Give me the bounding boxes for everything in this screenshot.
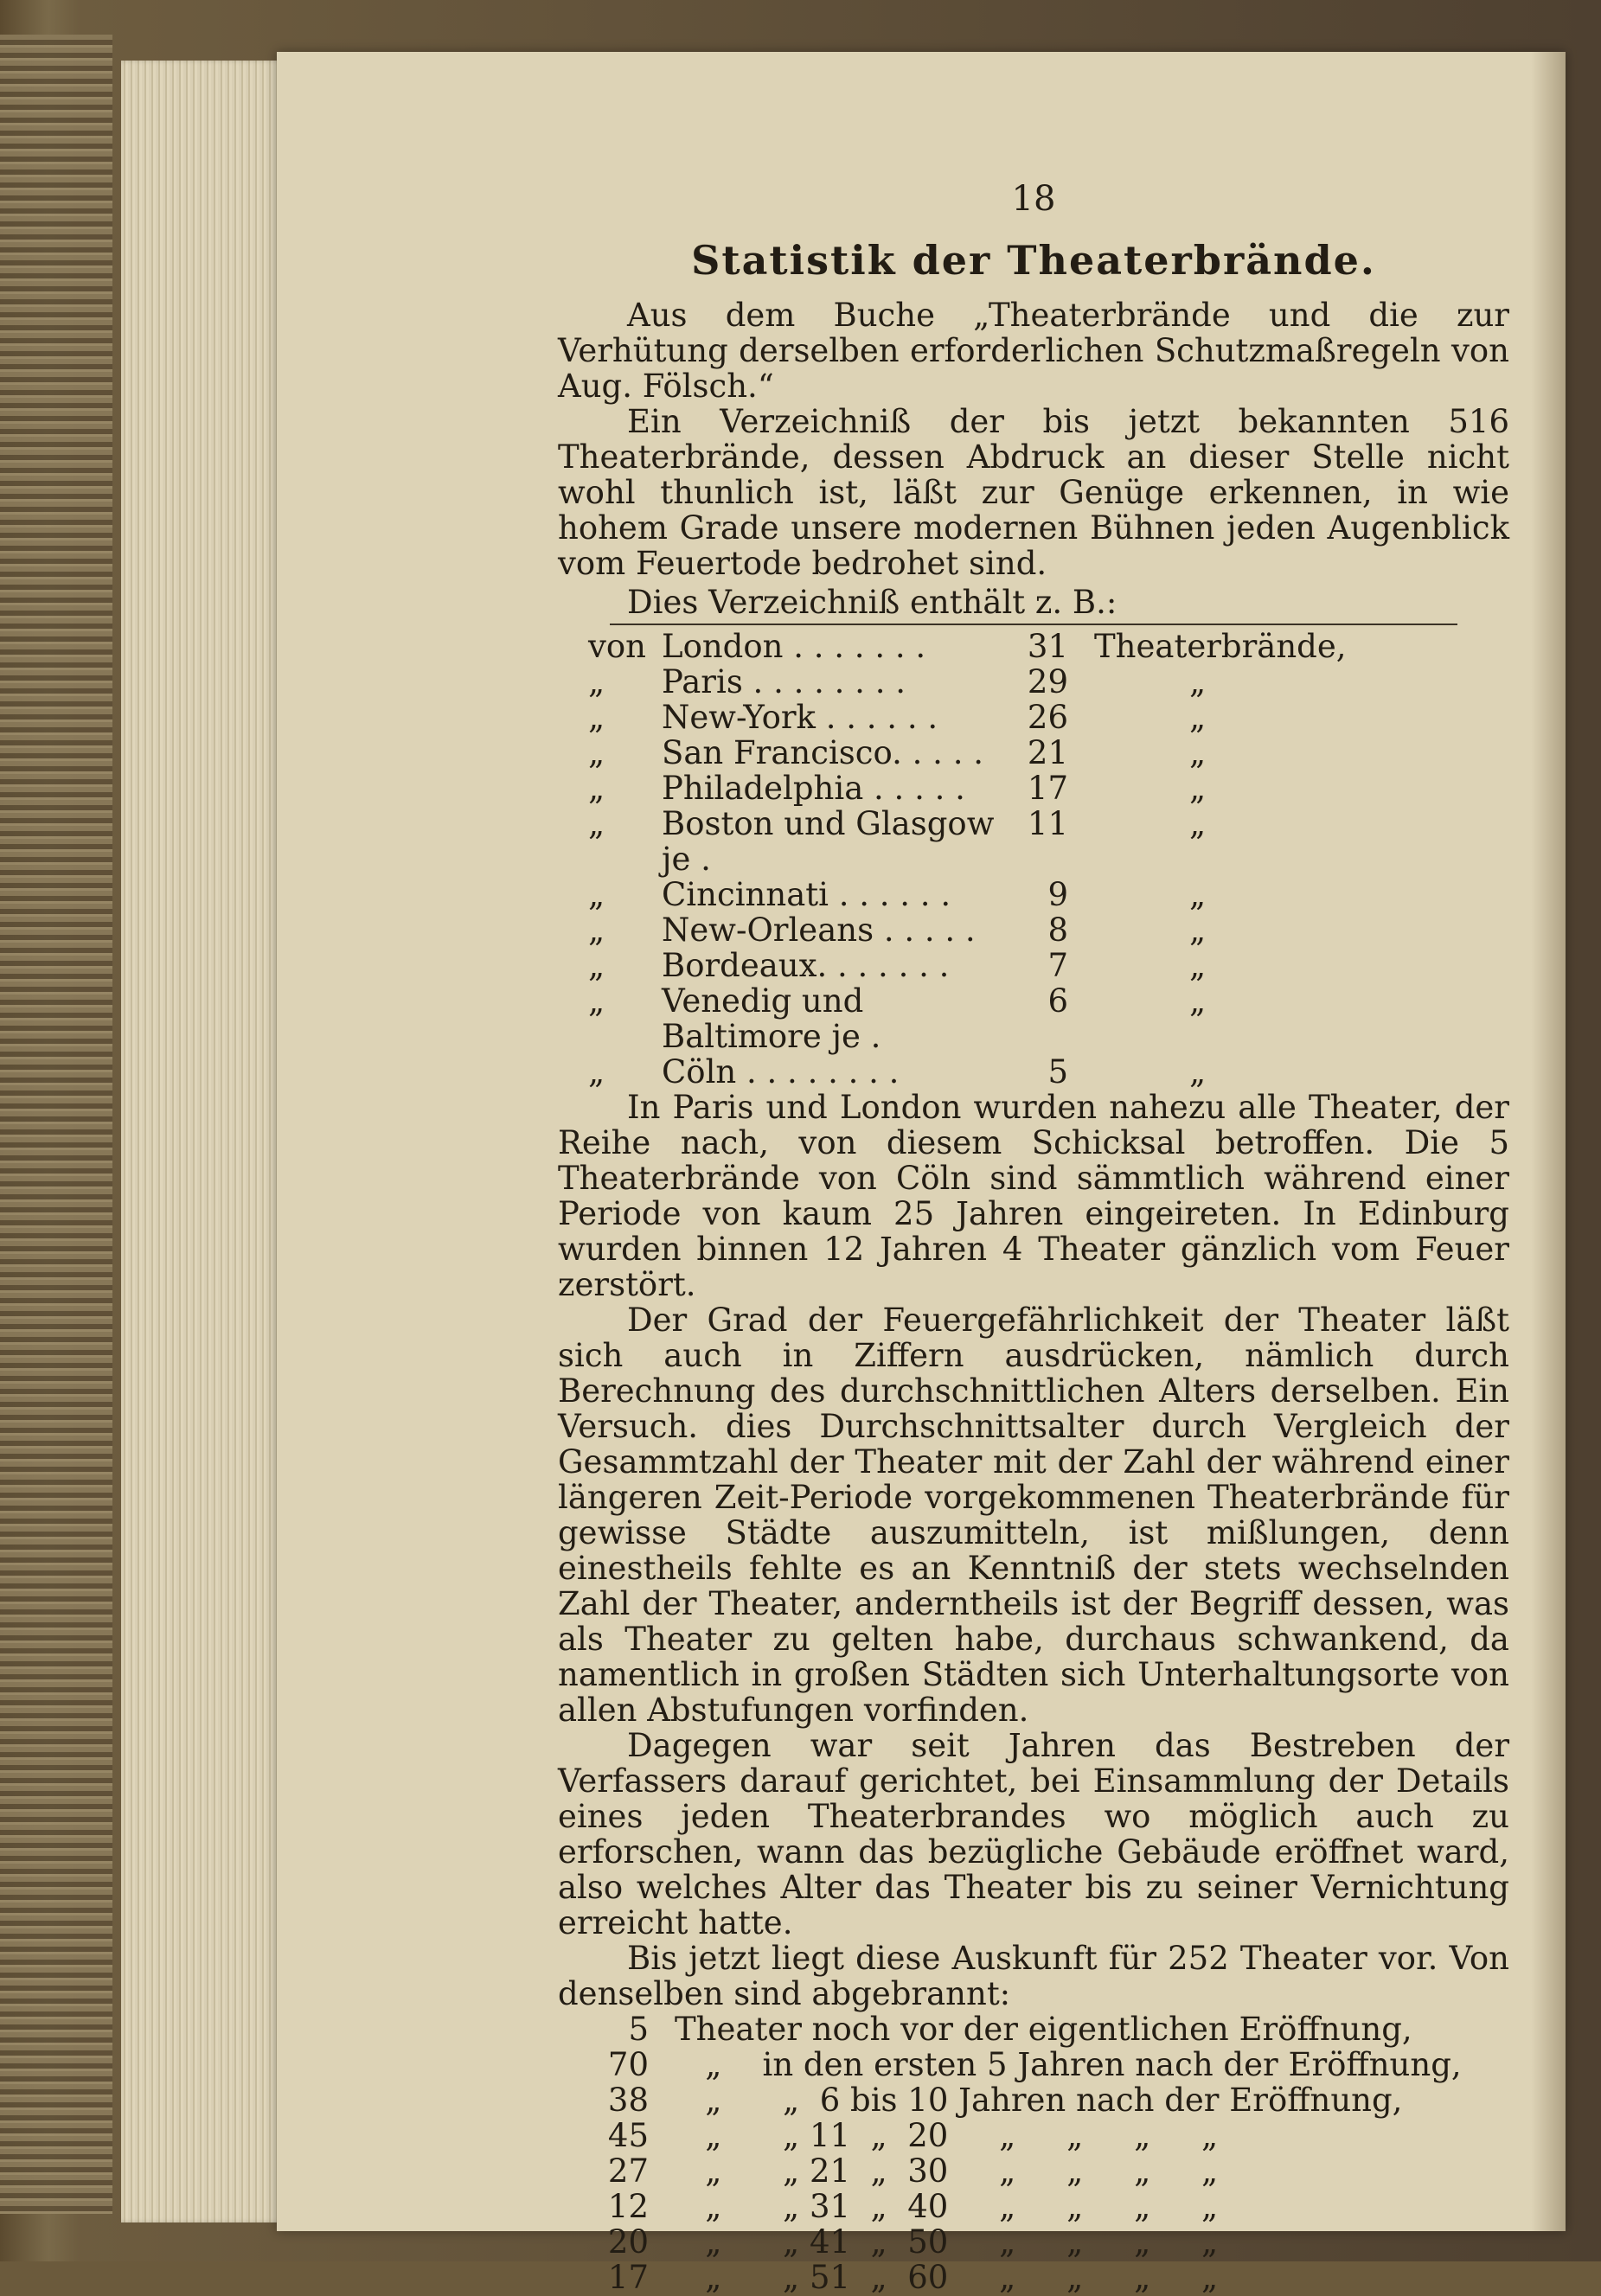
age-count: 12 xyxy=(607,2188,649,2225)
city-name: Philadelphia . . . . . xyxy=(662,770,965,807)
age-description: „ „ 21 „ 30 „ „ „ „ xyxy=(675,2152,1219,2190)
city-row xyxy=(558,948,1414,983)
age-description: „ „ 31 „ 40 „ „ „ „ xyxy=(675,2188,1219,2225)
city-name: Cöln . . . . . . . . xyxy=(662,1053,900,1090)
age-description: Theater noch vor der eigentlichen Eröffnung, xyxy=(675,2011,1412,2048)
paragraph-dagegen: Dagegen war seit Jahren das Bestreben der Verfassers darauf gerichtet, bei Einsammlung der Details eines jeden Theaterbrandes wo möglich auch zu erforschen, wann das bezügliche Gebäude eröffnet ward, also welches Alter das Theater bis zu seiner Vernichtung erreicht hatte. xyxy=(558,1727,1509,1941)
city-name: Cincinnati . . . . . . xyxy=(662,876,951,913)
list-rule xyxy=(610,624,1457,625)
city-unit: „ xyxy=(1189,911,1207,949)
age-description: „ „ 11 „ 20 „ „ „ „ xyxy=(675,2117,1219,2154)
city-row xyxy=(558,771,1414,806)
city-row xyxy=(558,912,1414,948)
city-prefix: „ xyxy=(588,699,605,736)
age-description: „ „ 41 „ 50 „ „ „ „ xyxy=(675,2223,1219,2261)
paragraph-grad: Der Grad der Feuergefährlichkeit der Theater läßt sich auch in Ziffern ausdrücken, nämlich durch Berechnung des durchschnittlichen Alters derselben. Ein Versuch. dies Durchschnittsalter durch Vergleich der Gesammtzahl der Theater mit der Zahl der während einer längeren Zeit-Periode vorgekommenen Theaterbrände für gewisse Städte auszumitteln, ist mißlungen, denn einestheils fehlte es an Kenntniß der stets wechselnden Zahl der Theater, anderntheils ist der Begriff dessen, was als Theater zu gelten habe, durchaus schwankend, da namentlich in großen Städten sich Unterhaltungsorte von allen Abstufungen vorfinden. xyxy=(558,1301,1509,1729)
city-row xyxy=(558,983,1414,1054)
paragraph-bis-jetzt: Bis jetzt liegt diese Auskunft für 252 Theater vor. Von denselben sind abgebrannt: xyxy=(558,1940,1509,2012)
age-count: 45 xyxy=(607,2117,649,2154)
paragraph-source: Aus dem Buche „Theaterbrände und die zur Verhütung derselben erforderlichen Schutzmaßregeln von Aug. Fölsch.“ xyxy=(558,297,1509,405)
city-unit: Theaterbrände, xyxy=(1094,628,1347,665)
age-row xyxy=(558,2082,1462,2118)
city-prefix: „ xyxy=(588,734,605,771)
age-count: 38 xyxy=(607,2082,649,2119)
age-row xyxy=(558,2224,1462,2260)
city-name: New-Orleans . . . . . xyxy=(662,911,976,949)
age-count: 17 xyxy=(607,2259,649,2296)
age-description: „ „ 51 „ 60 „ „ „ „ xyxy=(675,2259,1219,2296)
city-count: 29 xyxy=(1027,663,1068,700)
book-spine xyxy=(0,35,112,2214)
city-unit: „ xyxy=(1189,1053,1207,1090)
age-row xyxy=(558,2011,1462,2047)
city-prefix: „ xyxy=(588,770,605,807)
city-row xyxy=(558,735,1414,771)
city-unit: „ xyxy=(1189,947,1207,984)
ages-table xyxy=(558,2011,1462,2295)
age-description: „ „ 6 bis 10 Jahren nach der Eröffnung, xyxy=(675,2082,1403,2119)
city-count: 5 xyxy=(1047,1053,1068,1090)
city-name: Venedig und Baltimore je . xyxy=(662,982,881,1055)
city-count: 31 xyxy=(1027,628,1068,665)
page-content xyxy=(558,179,1509,2296)
city-name: Paris . . . . . . . . xyxy=(662,663,906,700)
city-prefix: „ xyxy=(588,876,605,913)
city-prefix: „ xyxy=(588,947,605,984)
age-count: 27 xyxy=(607,2152,649,2190)
city-name: London . . . . . . . xyxy=(662,628,926,665)
city-name: Boston und Glasgow je . xyxy=(662,805,995,878)
age-count: 20 xyxy=(607,2223,649,2261)
city-unit: „ xyxy=(1189,805,1207,842)
city-prefix: „ xyxy=(588,1053,605,1090)
age-count: 70 xyxy=(607,2046,649,2083)
city-unit: „ xyxy=(1189,876,1207,913)
cities-table xyxy=(558,629,1414,1090)
city-name: Bordeaux. . . . . . . xyxy=(662,947,950,984)
city-unit: „ xyxy=(1189,663,1207,700)
list-intro: Dies Verzeichniß enthält z. B.: xyxy=(627,584,1117,621)
age-row xyxy=(558,2047,1462,2082)
city-name: New-York . . . . . . xyxy=(662,699,938,736)
city-prefix: von xyxy=(588,628,647,665)
city-row xyxy=(558,877,1414,912)
city-row xyxy=(558,806,1414,877)
city-count: 21 xyxy=(1027,734,1068,771)
city-count: 6 xyxy=(1047,982,1068,1020)
age-row xyxy=(558,2153,1462,2189)
city-count: 7 xyxy=(1047,947,1068,984)
city-prefix: „ xyxy=(588,982,605,1020)
city-count: 8 xyxy=(1047,911,1068,949)
city-row xyxy=(558,629,1414,664)
city-count: 9 xyxy=(1047,876,1068,913)
city-prefix: „ xyxy=(588,911,605,949)
city-count: 26 xyxy=(1027,699,1068,736)
city-unit: „ xyxy=(1189,734,1207,771)
city-unit: „ xyxy=(1189,699,1207,736)
age-row xyxy=(558,2260,1462,2295)
city-name: San Francisco. . . . . xyxy=(662,734,983,771)
age-count: 5 xyxy=(628,2011,649,2048)
page-title: Statistik der Theaterbrände. xyxy=(691,237,1376,284)
city-row xyxy=(558,1054,1414,1090)
paragraph-paris-london: In Paris und London wurden nahezu alle Theater, der Reihe nach, von diesem Schicksal betroffen. Die 5 Theaterbrände von Cöln sind sämmtlich während einer Periode von kaum 25 Jahren eingeireten. In Edinburg wurden binnen 12 Jahren 4 Theater gänzlich vom Feuer zerstört. xyxy=(558,1089,1509,1303)
age-row xyxy=(558,2189,1462,2224)
city-prefix: „ xyxy=(588,805,605,842)
city-row xyxy=(558,664,1414,700)
city-unit: „ xyxy=(1189,770,1207,807)
city-row xyxy=(558,700,1414,735)
age-description: „ in den ersten 5 Jahren nach der Eröffnung, xyxy=(675,2046,1462,2083)
age-row xyxy=(558,2118,1462,2153)
paragraph-intro: Ein Verzeichniß der bis jetzt bekannten 516 Theaterbrände, dessen Abdruck an dieser Stelle nicht wohl thunlich ist, läßt zur Genüge erkennen, in wie hohem Grade unsere modernen Bühnen jeden Augenblick vom Feuertode bedrohet sind. xyxy=(558,403,1509,582)
city-count: 17 xyxy=(1027,770,1068,807)
city-prefix: „ xyxy=(588,663,605,700)
page-number: 18 xyxy=(1011,179,1056,219)
city-count: 11 xyxy=(1027,805,1068,842)
city-unit: „ xyxy=(1189,982,1207,1020)
